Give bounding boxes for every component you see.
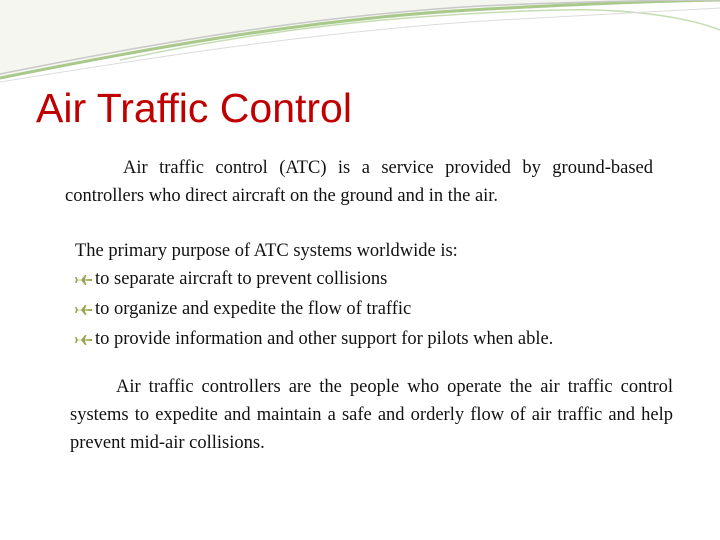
plane-icon	[75, 275, 93, 285]
purpose-text: to provide information and other support for pilots when able.	[95, 329, 554, 349]
plane-icon	[75, 335, 93, 345]
list-item	[75, 295, 553, 325]
plane-icon	[75, 305, 93, 315]
term-air-traffic-controllers: Air traffic controllers	[116, 377, 281, 397]
definition-text: (ATC) is a service provided by ground-based controllers who direct aircraft on the ground and in the air.	[65, 158, 653, 206]
list-item	[75, 265, 553, 295]
slide-title: Air Traffic Control	[36, 85, 352, 131]
purpose-text: to organize and expedite the flow of traffic	[95, 299, 412, 319]
paragraph-atc-definition	[65, 154, 653, 210]
purpose-list	[75, 265, 553, 355]
term-air-traffic-control: Air traffic control	[123, 158, 268, 178]
list-item	[75, 325, 553, 355]
controllers-text: are the people who operate the air traffic control systems to expedite and maintain a safe and orderly flow of air traffic and help prevent mid-air collisions.	[70, 377, 674, 453]
decorative-wave	[0, 0, 720, 90]
paragraph-controllers	[70, 373, 673, 457]
purpose-intro: The primary purpose of ATC systems worldwide is:	[75, 241, 458, 261]
purpose-text: to separate aircraft to prevent collisions	[95, 269, 388, 289]
